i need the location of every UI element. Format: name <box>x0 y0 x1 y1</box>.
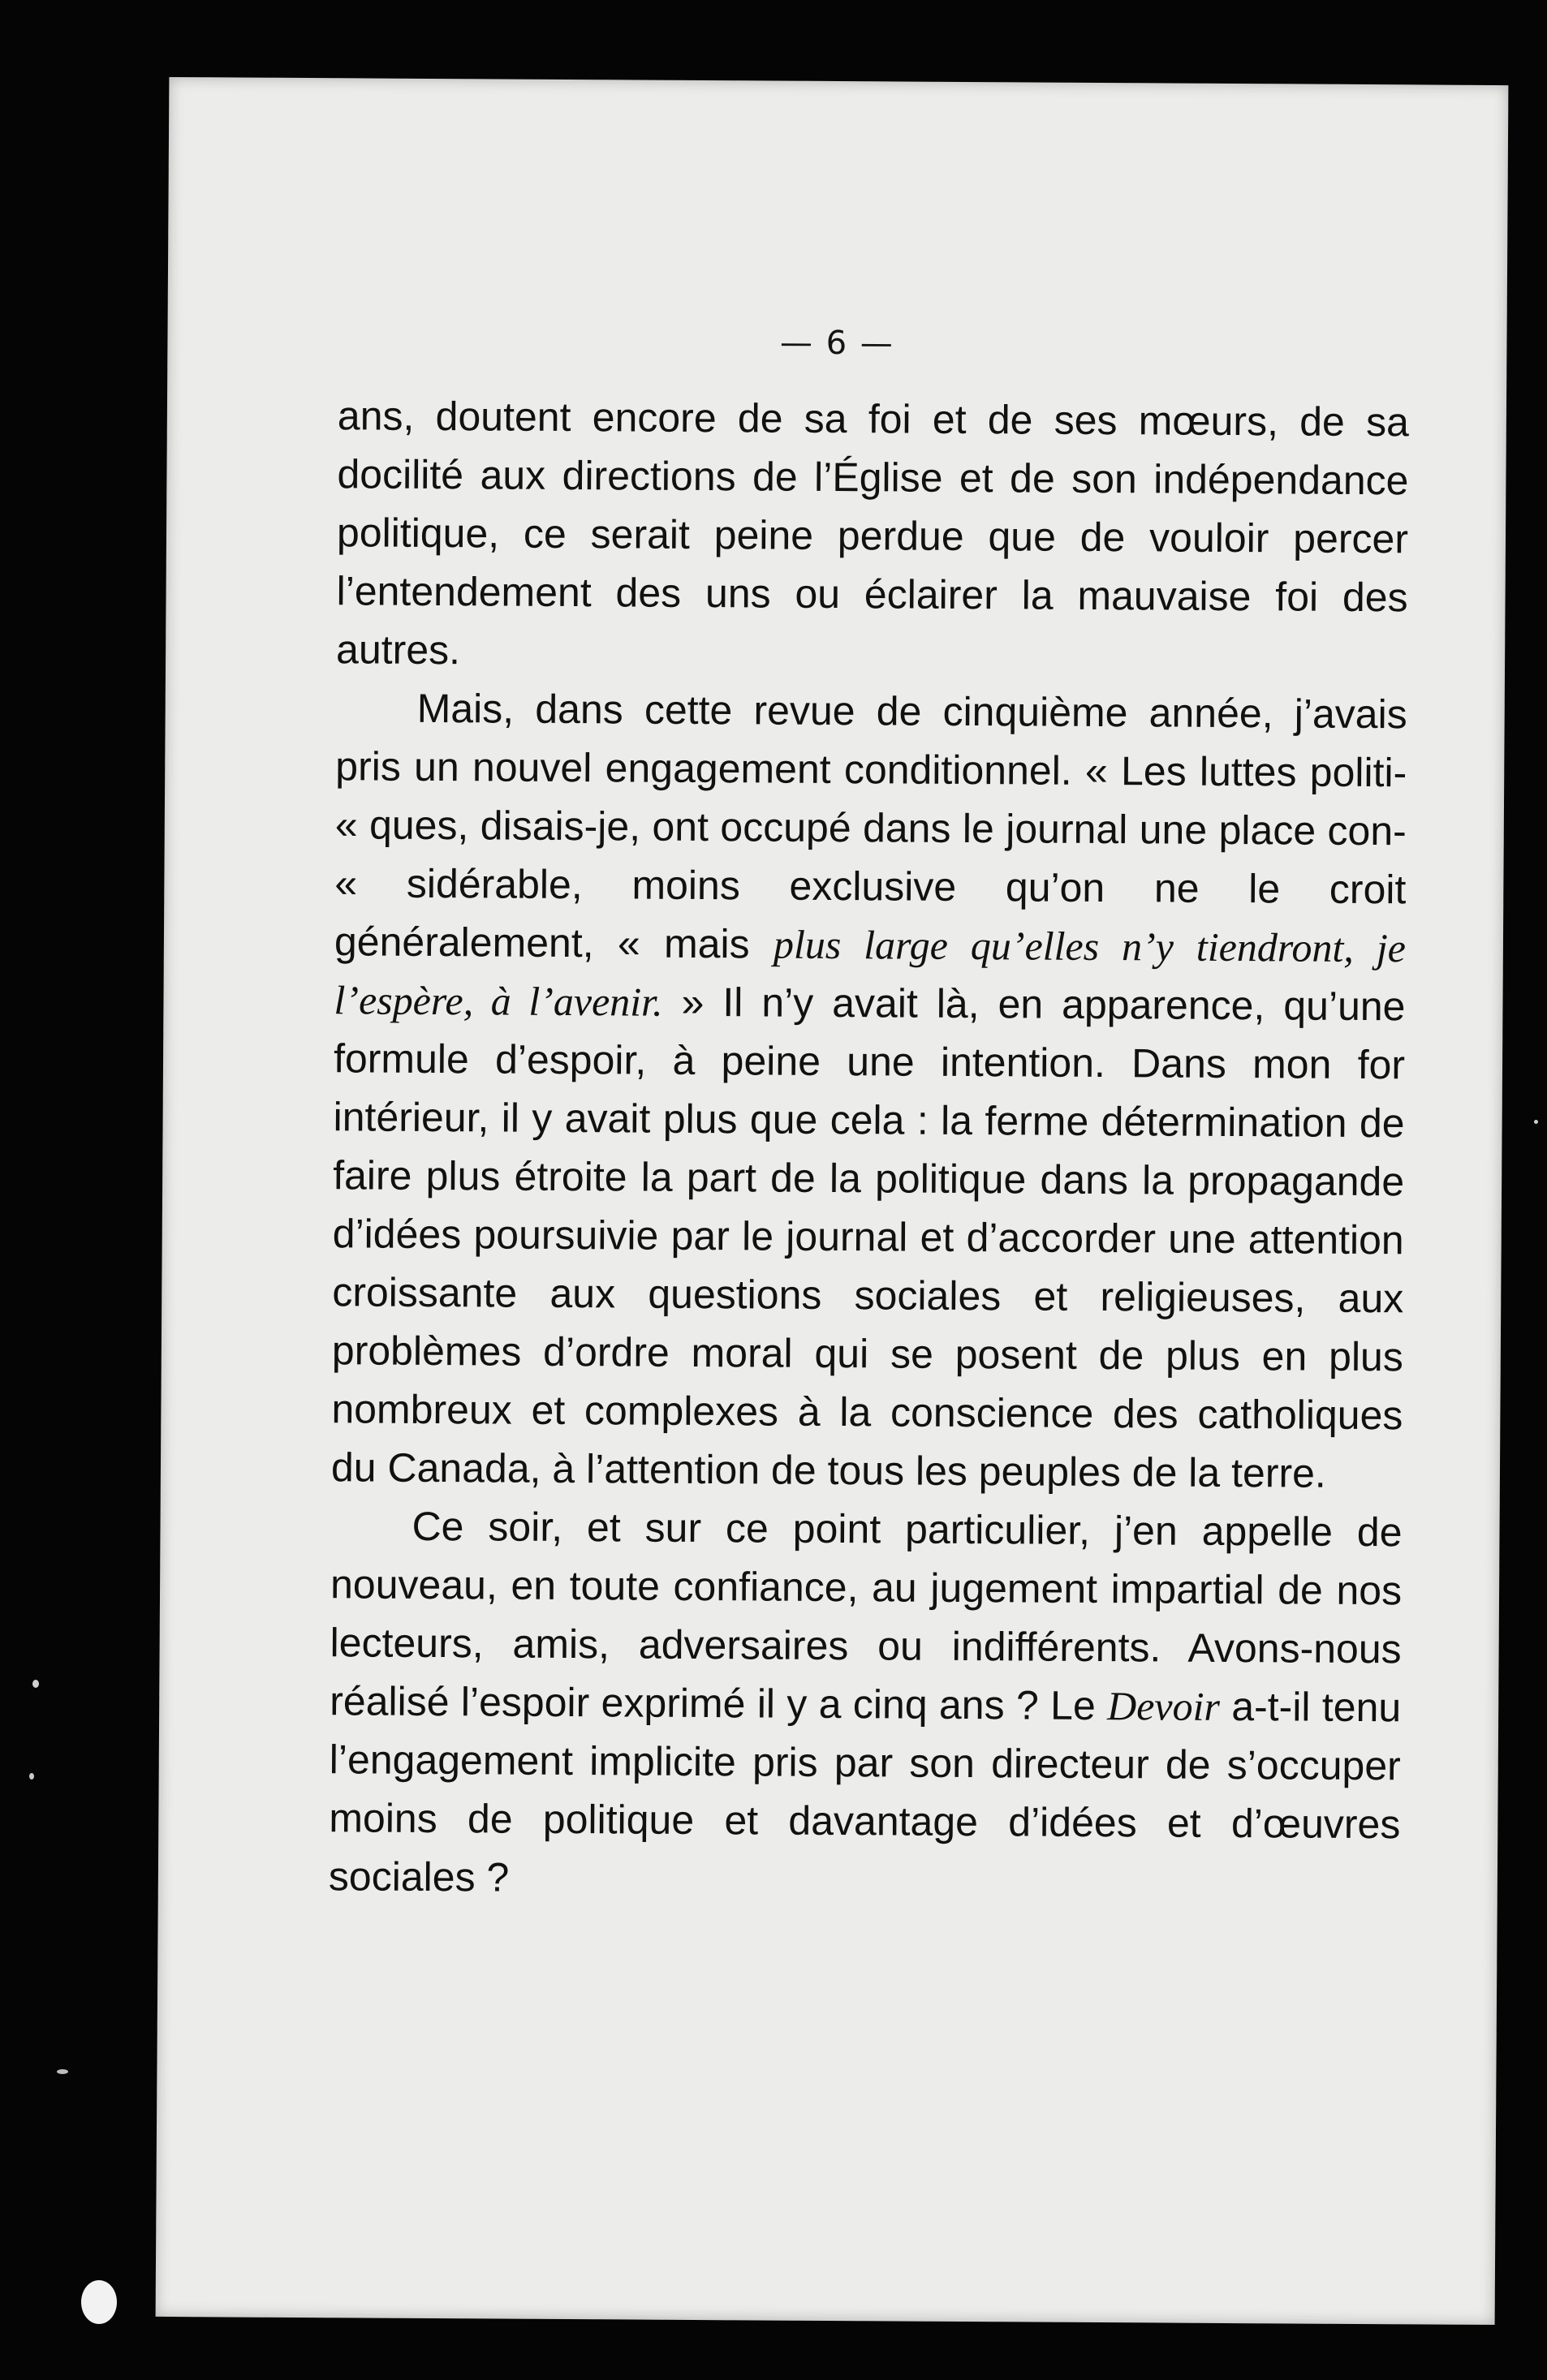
text-segment: ans, doutent encore de sa foi et de ses mœurs, de sa docilité aux directions de l’Église et de son indépendance politique, ce serait peine perdue que de vouloir percer l’entendement des uns ou éclairer la mauvaise foi des autres. <box>335 393 1410 674</box>
text-segment: Ce soir, et sur ce point particulier, j’en appelle de nouveau, en toute confiance, au jugement impartial de nos lecteurs, amis, adversaires ou indifférents. Avons-nous réalisé l’espoir exprimé il y a cinq ans ? Le <box>330 1503 1403 1729</box>
text-segment: Mais, dans cette revue de cinquième année, j’avais pris un nouvel engagement conditionnel. « Les luttes politi- « ques, disais-je, ont occupé dans le journal une place con- « sidérable, moins exclusive qu’on ne le croit généralement, « mais <box>334 685 1407 967</box>
text-segment: » Il n’y avait là, en apparence, qu’une formule d’espoir, à peine une intention. Dans mon for intérieur, il y avait plus que cela : la ferme détermination de faire plus étroite la part de la politique dans la propagande d’idées poursuivie par le journal et d’accorder une attention croissante aux questions sociales et religieuses, aux problèmes d’ordre moral qui se posent de plus en plus nombreux et complexes à la conscience des catholiques du Canada, à l’attention de tous les peuples de la terre. <box>330 979 1406 1496</box>
paragraph-3 <box>329 1496 1403 1912</box>
scan-corner-mark <box>81 2280 117 2324</box>
paragraph-2 <box>331 678 1407 1503</box>
scan-speck <box>29 1773 34 1780</box>
body-text <box>329 386 1409 1912</box>
scan-speck <box>1534 1120 1538 1124</box>
text-segment: a-t-il tenu l’engagement implicite pris par son directeur de s’occuper moins de politique et davantage d’idées et d’œuvres sociales ? <box>328 1683 1402 1900</box>
page-number: — 6 — <box>779 324 895 363</box>
scan-speck <box>32 1680 39 1688</box>
italic-text-segment: plus large qu’elles n’y tiendront, je l’espère, à l’avenir. <box>334 921 1407 1025</box>
italic-text-segment: Devoir <box>1106 1683 1221 1729</box>
scan-speck <box>57 2069 68 2074</box>
scanned-page <box>156 77 1509 2325</box>
paragraph-1 <box>336 386 1409 685</box>
